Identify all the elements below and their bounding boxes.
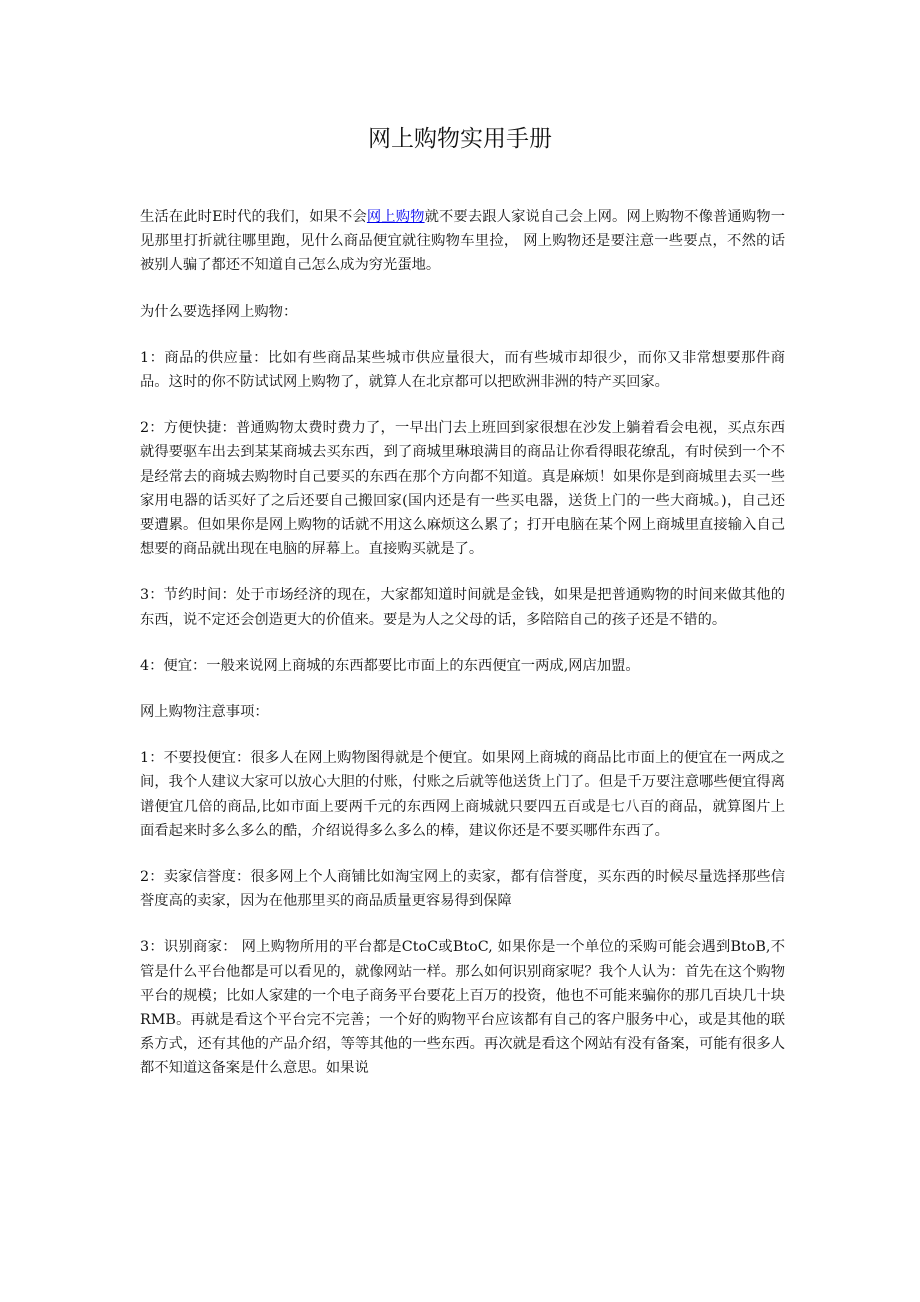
section1-item-3: 3：节约时间：处于市场经济的现在，大家都知道时间就是金钱，如果是把普通购物的时间来做其他的东西，说不定还会创造更大的价值来。要是为人之父母的话，多陪陪自己的孩子还是不错的。 — [140, 587, 785, 628]
document-title: 网上购物实用手册 — [368, 126, 552, 152]
section1-item-1: 1：商品的供应量：比如有些商品某些城市供应量很大，而有些城市却很少，而你又非常想要那件商品。这时的你不防试试网上购物了，就算人在北京都可以把欧洲非洲的特产买回家。 — [140, 349, 785, 391]
section1-heading: 为什么要选择网上购物： — [140, 303, 298, 320]
section1-item-4: 4：便宜：一般来说网上商城的东西都要比市面上的东西便宜一两成,网店加盟。 — [140, 657, 640, 674]
intro-text-after: 就不要去跟人家说自己会上网。网上购物不像普通购物一见那里打折就往哪里跑，见什么商品便宜就往购物车里捡， 网上购物还是要注意一些要点，不然的话被别人骗了都还不知道自己怎么成为穷光蛋地。 — [140, 209, 785, 274]
intro-paragraph — [140, 205, 785, 278]
intro-text-before: 生活在此时E时代的我们，如果不会 — [140, 209, 367, 225]
section2-item-3: 3：识别商家： 网上购物所用的平台都是CtoC或BtoC, 如果你是一个单位的采购可能会遇到BtoB,不管是什么平台他都是可以看见的，就像网站一样。那么如何识别商家呢？我个人认为：首先在这个购物平台的规模；比如人家建的一个电子商务平台要花上百万的投资，他也不可能来骗你的那几百块几十块RMB。再就是看这个平台完不完善；一个好的购物平台应该都有自己的客户服务中心，或是其他的联系方式，还有其他的产品介绍，等等其他的一些东西。再次就是看这个网站有没有备案，可能有很多人都不知道这备案是什么意思。如果说 — [140, 939, 785, 1077]
section2-item-2: 2：卖家信誉度：很多网上个人商铺比如淘宝网上的卖家，都有信誉度，买东西的时候尽量选择那些信誉度高的卖家，因为在他那里买的商品质量更容易得到保障 — [140, 869, 785, 910]
section2-item-1: 1：不要投便宜：很多人在网上购物图得就是个便宜。如果网上商城的商品比市面上的便宜在一两成之间，我个人建议大家可以放心大胆的付账，付账之后就等他送货上门了。但是千万要注意哪些便宜得离谱便宜几倍的商品,比如市面上要两千元的东西网上商城就只要四五百或是七八百的商品，就算图片上面看起来时多么多么的酷，介绍说得多么多么的棒，建议你还是不要买哪件东西了。 — [140, 750, 785, 839]
online-shopping-link[interactable]: 网上购物 — [366, 209, 425, 225]
section2-heading: 网上购物注意事项： — [140, 704, 269, 721]
document-body — [140, 205, 785, 1103]
section1-item-2: 2：方便快捷：普通购物太费时费力了，一早出门去上班回到家很想在沙发上躺着看会电视，买点东西就得要驱车出去到某某商城去买东西，到了商城里琳琅满目的商品让你看得眼花缭乱，有时侯到一个不是经常去的商城去购物时自己要买的东西在那个方向都不知道。真是麻烦！如果你是到商城里去买一些家用电器的话买好了之后还要自己搬回家(国内还是有一些买电器，送货上门的一些大商城。)，自己还要遭累。但如果你是网上购物的话就不用这么麻烦这么累了；打开电脑在某个网上商城里直接输入自己想要的商品就出现在电脑的屏幕上。直接购买就是了。 — [140, 420, 785, 558]
